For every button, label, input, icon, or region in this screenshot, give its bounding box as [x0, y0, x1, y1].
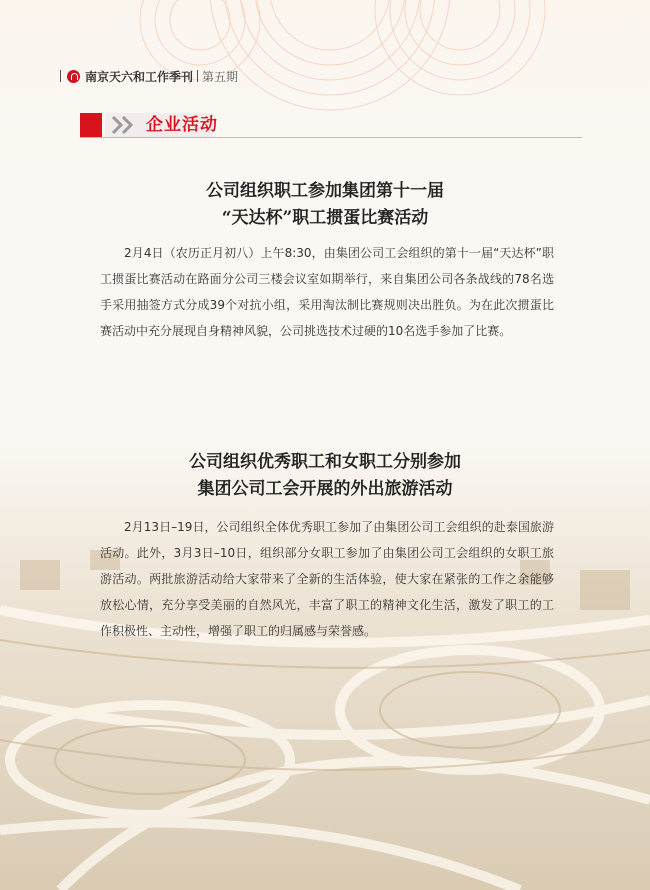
header-divider: [60, 70, 61, 82]
article-title: [0, 449, 650, 503]
section-banner: [80, 113, 582, 138]
double-chevron-icon: [111, 116, 139, 134]
banner-red-block: [80, 113, 102, 137]
article-body: 2月13日–19日，公司组织全体优秀职工参加了由集团公司工会组织的赴泰国旅游活动。此外，3月3日–10日，组织部分女职工参加了由集团公司工会组织的女职工旅游活动。两批旅游活动给大家带来了全新的生活体验，使大家在紧张的工作之余能够放松心情，充分享受美丽的自然风光，丰富了职工的精神文化生活，激发了职工的工作积极性、主动性，增强了职工的归属感与荣誉感。: [100, 520, 554, 638]
company-logo-icon: [67, 70, 80, 83]
section-title: 企业活动: [146, 115, 218, 135]
article-title-line: 集团公司工会开展的外出旅游活动: [197, 479, 453, 499]
magazine-title: 南京天六和工作季刊: [85, 69, 194, 84]
header-divider: [197, 70, 198, 82]
article-body: 2月4日（农历正月初八）上午8:30，由集团公司工会组织的第十一届“天达杯”职工掼蛋比赛活动在路面分公司三楼会议室如期举行，来自集团公司各条战线的78名选手采用抽签方式分成39个对抗小组，采用淘汰制比赛规则决出胜负。为在此次掼蛋比赛活动中充分展现自身精神风貌，公司挑选技术过硬的10名选手参加了比赛。: [100, 246, 554, 338]
article-title: [0, 178, 650, 232]
article-title-line: 公司组织职工参加集团第十一届: [206, 181, 444, 201]
article-title-line: “天达杯”职工掼蛋比赛活动: [221, 208, 429, 228]
page-header: [60, 66, 238, 86]
highway-interchange-image: [0, 440, 650, 890]
article-title-line: 公司组织优秀职工和女职工分别参加: [189, 452, 461, 472]
issue-number: 第五期: [202, 69, 239, 84]
